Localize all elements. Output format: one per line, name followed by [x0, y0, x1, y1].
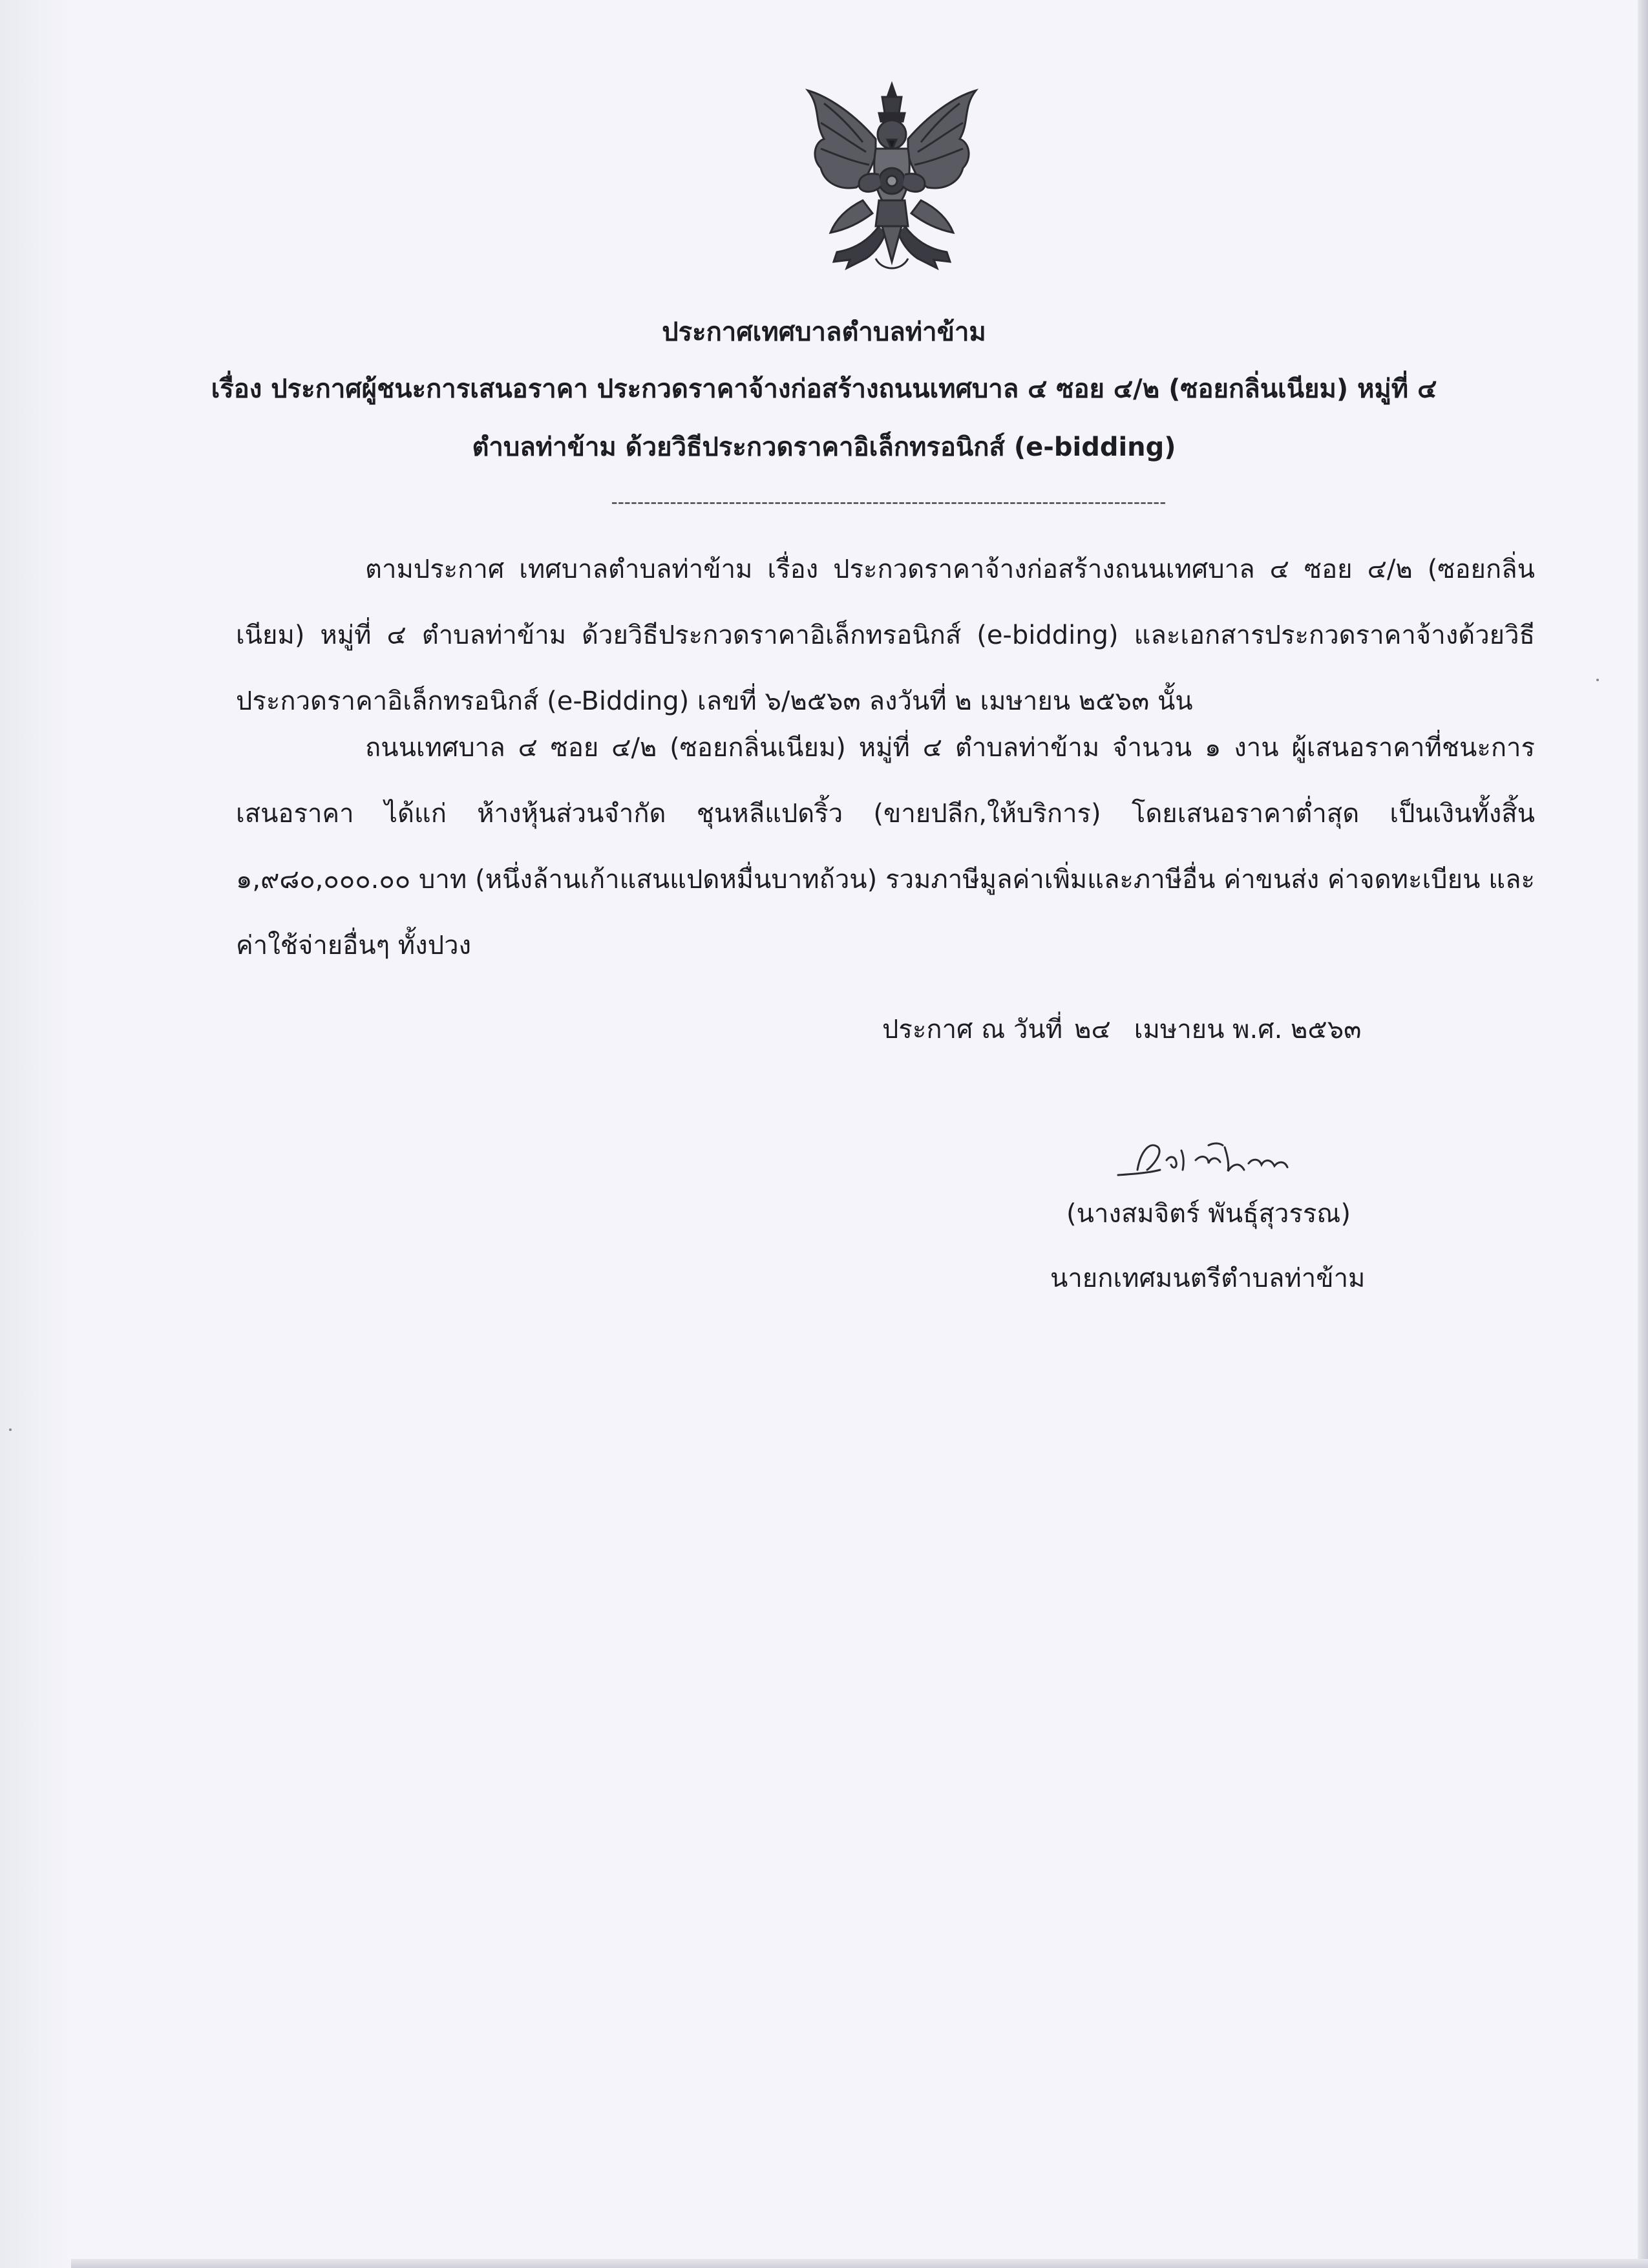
subject-line-1: เรื่อง ประกาศผู้ชนะการเสนอราคา ประกวดราคาจ้างก่อสร้างถนนเทศบาล ๔ ซอย ๔/๒ (ซอยกลิ่นเนียม) หมู่ที่ ๔ — [211, 374, 1437, 404]
scan-speck — [1596, 679, 1599, 681]
announcement-date — [882, 1008, 1361, 1050]
signature-icon — [1112, 1125, 1325, 1196]
scan-bottom-edge — [71, 2259, 1648, 2268]
body-paragraph-2-text: ถนนเทศบาล ๔ ซอย ๔/๒ (ซอยกลิ่นเนียม) หมู่ที่ ๔ ตำบลท่าข้าม จำนวน ๑ งาน ผู้เสนอราคาที่ชนะการเสนอราคา ได้แก่ ห้างหุ้นส่วนจำกัด ชุนหลีแปดริ้ว (ขายปลีก,ให้บริการ) โดยเสนอราคาต่ำสุด เป็นเงินทั้งสิ้น ๑,๙๘๐,๐๐๐.๐๐ บาท (หนึ่งล้านเก้าแสนแปดหมื่นบาทถ้วน) รวมภาษีมูลค่าเพิ่มและภาษีอื่น ค่าขนส่ง ค่าจดทะเบียน และค่าใช้จ่ายอื่นๆ ทั้งปวง — [236, 733, 1535, 960]
signatory-position: นายกเทศมนตรีตำบลท่าข้าม — [1050, 1264, 1366, 1293]
garuda-emblem-icon — [785, 78, 998, 291]
subject-line-2: ตำบลท่าข้าม ด้วยวิธีประกวดราคาอิเล็กทรอนิกส์ (e-bidding) — [472, 432, 1176, 462]
scan-speck — [9, 1428, 12, 1431]
announcement-day: ๒๔ — [1074, 1015, 1111, 1044]
announcement-prefix: ประกาศ ณ วันที่ — [882, 1015, 1063, 1044]
announcement-month-year: เมษายน พ.ศ. ๒๕๖๓ — [1134, 1015, 1362, 1044]
document-heading: ประกาศเทศบาลตำบลท่าข้าม — [662, 317, 986, 347]
body-paragraph-2 — [236, 715, 1535, 979]
body-paragraph-1-text: ตามประกาศ เทศบาลตำบลท่าข้าม เรื่อง ประกวดราคาจ้างก่อสร้างถนนเทศบาล ๔ ซอย ๔/๒ (ซอยกลิ่นเนียม) หมู่ที่ ๔ ตำบลท่าข้าม ด้วยวิธีประกวดราคาอิเล็กทรอนิกส์ (e-bidding) และเอกสารประกวดราคาจ้างด้วยวิธีประกวดราคาอิเล็กทรอนิกส์ (e-Bidding) เลขที่ ๖/๒๕๖๓ ลงวันที่ ๒ เมษายน ๒๕๖๓ นั้น — [236, 555, 1535, 716]
body-paragraph-1 — [236, 536, 1535, 734]
signatory-name: (นางสมจิตร์ พันธุ์สุวรรณ) — [1066, 1199, 1351, 1229]
separator-line: ------------------------------------------------------------------------------------- — [611, 491, 1167, 513]
